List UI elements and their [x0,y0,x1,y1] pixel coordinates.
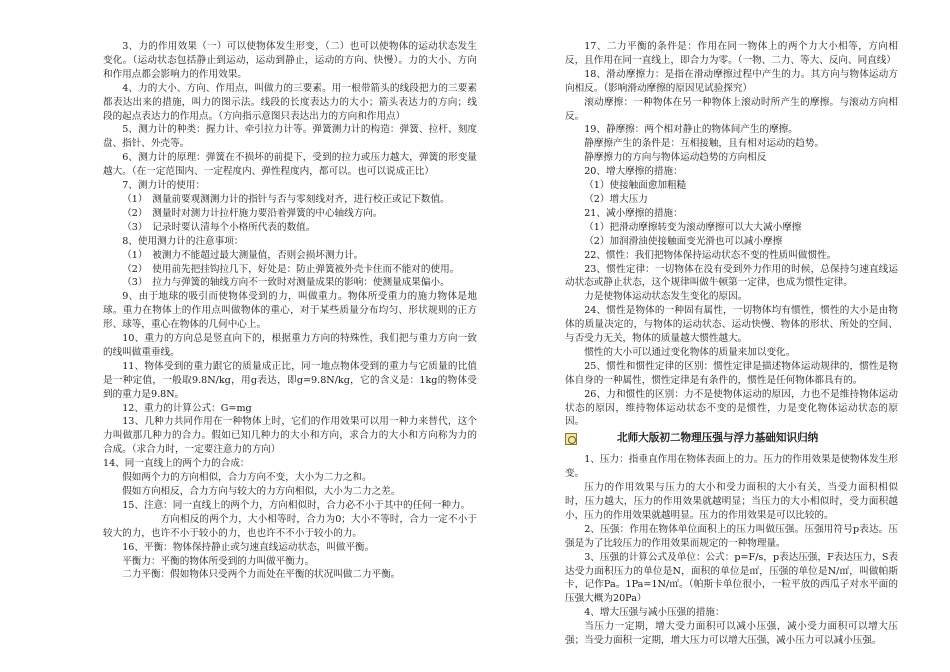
paragraph: 8、使用测力计的注意事项： [122,235,244,247]
paragraph: 9、由于地球的吸引而使物体受到的力，叫做重力。物体所受重力的施力物体是地球。重力在物体上的作用点叫做物体的重心，对于某些质量分布均匀、形状规则的正方形、球等，重心在物体的几何中心上。 [103,291,477,331]
paragraph: （1）使接触面愈加粗糙 [584,180,687,192]
paragraph: 12、重力的计算公式：G=mg [122,402,252,414]
right-text-column [565,40,898,648]
paragraph: 25、惯性和惯性定律的区别：惯性定律是描述物体运动规律的，惯性是物体自身的一种属性，惯性定律是有条件的，惯性是任何物体都具有的。 [565,360,898,386]
paragraph: 力是使物体运动状态发生变化的原因。 [584,291,748,303]
paragraph: （1） 测量前要观测测力计的指针与否与零刻线对齐，进行校正或记下数值。 [122,193,450,205]
paragraph: 22、惯性：我们把物体保持运动状态不变的性质叫做惯性。 [584,249,837,261]
paragraph: 4、力的大小、方向、作用点，叫做力的三要素。用一根带箭头的线段把力的三要素都表达出来的措施，叫力的图示法。线段的长度表达力的大小；箭头表达力的方向；线段的起点表达力的作用点。（方向指示意图只表达出力的方向和作用点） [103,82,477,122]
paragraph: 11、物体受到的重力跟它的质量成正比，同一地点物体受到的重力与它质量的比值是一种定值，一般取9.8N/kg，用g表达，即g=9.8N/kg，它的含义是：1kg的物体受到的重力是9.8N。 [103,360,477,400]
paragraph: 6、测力计的原理：弹簧在不损坏的前提下，受到的拉力或压力越大，弹簧的形变量越大。（在一定范围内、一定程度内、弹性程度内，都可以。也可以说成正比） [103,152,477,178]
paragraph: 静摩擦产生的条件是：互相接触，且有相对运动的趋势。 [584,138,825,150]
section-title: 北师大版初二物理压强与浮力基础知识归纳 [617,432,819,445]
paragraph: 惯性的大小可以通过变化物体的质量来加以变化。 [584,346,796,358]
paragraph: 4、增大压强与减小压强的措施： [584,607,725,619]
paragraph: 3、力的作用效果（一）可以使物体发生形变，（二）也可以使物体的运动状态发生变化。（运动状态包括静止到运动，运动到静止，运动的方向、快慢）。力的大小、方向和作用点都会影响力的作用效果。 [103,41,477,80]
paragraph: 10、重力的方向总是竖直向下的，根据重力方向的特殊性，我们把与重力方向一致的线叫做重垂线。 [103,333,477,358]
document-icon [565,433,577,445]
left-text-column [103,40,477,582]
paragraph: 3、压强的计算公式及单位：公式：p=F/s，p表达压强，F表达压力，S表达受力面积压力的单位是N，面积的单位是㎡，压强的单位是N/㎡，叫做帕斯卡，记作Pa。1Pa=1N/㎡。（帕斯卡单位很小，一粒平放的西瓜子对水平面的压强大概为20Pa） [565,551,898,605]
paragraph: 13、几种力共同作用在一种物体上时，它们的作用效果可以用一种力来替代，这个力叫做那几种力的合力。假如已知几种力的大小和方向，求合力的大小和方向称为力的合成。（求合力时，一定要注意力的方向） [103,416,477,456]
paragraph: 1、压力：指垂直作用在物体表面上的力。压力的作用效果是使物体发生形变。 [565,454,898,480]
paragraph: （3） 记录时要认清每个小格所代表的数值。 [122,221,316,233]
paragraph: 20、增大摩擦的措施： [584,166,683,178]
paragraph: 2、压强：作用在物体单位面积上的压力叫做压强。压强用符号p表达。压强是为了比较压力的作用效果而规定的一种物理量。 [565,523,898,549]
paragraph: 19、静摩擦：两个相对静止的物体间产生的摩擦。 [584,124,798,136]
paragraph: （1） 被测力不能超过最大测量值，否则会损坏测力计。 [122,249,364,261]
paragraph: （3） 拉力与弹簧的轴线方向不一致时对测量成果的影响：使测量成果偏小。 [122,277,450,289]
paragraph: 17、二力平衡的条件是：作用在同一物体上的两个力大小相等，方向相反，且作用在同一直线上，即合力为零。（一物、二力、等大、反向、同直线） [565,41,898,66]
paragraph: （2） 使用前先把挂钩拉几下，好处是：防止弹簧被外壳卡住而不能对的使用。 [122,263,460,275]
paragraph: 假如方向相反，合力方向与较大的力方向相似，大小为二力之差。 [122,486,401,497]
paragraph: 当压力一定期，增大受力面积可以减小压强，减小受力面积可以增大压强；当受力面积一定期，增大压力可以增大压强，减小压力可以减小压强。 [565,621,898,647]
paragraph: 15、注意：同一直线上的两个力，方向相似时，合力必不小于其中的任何一种力。 [122,499,471,511]
paragraph: 14、同一直线上的两个力的合成： [103,458,250,470]
paragraph: 16、平衡：物体保持静止或匀速直线运动状态，叫做平衡。 [122,541,375,553]
paragraph: 23、惯性定律：一切物体在没有受到外力作用的时候，总保持匀速直线运动状态或静止状态，这个规律叫做牛顿第一定律，也成为惯性定律。 [565,263,898,289]
paragraph: （1）把滑动摩擦转变为滚动摩擦可以大大减小摩擦 [584,221,802,233]
paragraph: 静摩擦力的方向与物体运动趋势的方向相反 [584,152,767,164]
paragraph: （2） 测量时对测力计拉杆施力要沿着弹簧的中心轴线方向。 [122,207,383,219]
paragraph: 26、力和惯性的区别：力不是使物体运动的原因，力也不是维持物体运动状态的原因，维持物体运动状态不变的是惯性，力是变化物体运动状态的原因。 [565,388,898,428]
paragraph: 滚动摩擦：一种物体在另一种物体上滚动时所产生的摩擦。与滚动方向相反。 [565,96,898,122]
paragraph: 21、减小摩擦的措施： [584,207,683,219]
paragraph: （2）加润滑油使接触面变光滑也可以减小摩擦 [584,235,783,247]
paragraph: （2）增大压力 [584,193,648,205]
paragraph: 7、测力计的使用： [122,180,206,192]
paragraph: 方向相反的两个力，大小相等时，合力为0；大小不等时，合力一定不小于较大的力，也许不小于较小的力，也也许不不小于较小的力。 [103,513,477,539]
paragraph: 平衡力：平衡的物体所受到的力叫做平衡力。 [122,555,315,567]
paragraph: 二力平衡：假如物体只受两个力而处在平衡的状况叫做二力平衡。 [122,569,401,581]
paragraph: 24、惯性是物体的一种固有属性，一切物体均有惯性，惯性的大小是由物体的质量决定的，与物体的运动状态、运动快慢、物体的形状、所处的空间、与否受力无关，物体的质量越大惯性越大。 [565,305,898,345]
paragraph: 18、滑动摩擦力：是指在滑动摩擦过程中产生的力。其方向与物体运动方向相反。（影响滑动摩擦的原因见试验探究） [565,68,898,94]
paragraph: 压力的作用效果与压力的大小和受力面积的大小有关，当受力面积相似时，压力越大，压力的作用效果就越明显；当压力的大小相似时，受力面积越小，压力的作用效果就越明显。压力的作用效果是可以比较的。 [565,482,898,521]
section-heading-row [565,432,898,446]
paragraph: 假如两个力的方向相似，合力方向不变，大小为二力之和。 [122,472,372,484]
paragraph: 5、测力计的种类：握力计、牵引拉力计等。弹簧测力计的构造：弹簧、拉杆、刻度盘、指针、外壳等。 [103,124,477,150]
